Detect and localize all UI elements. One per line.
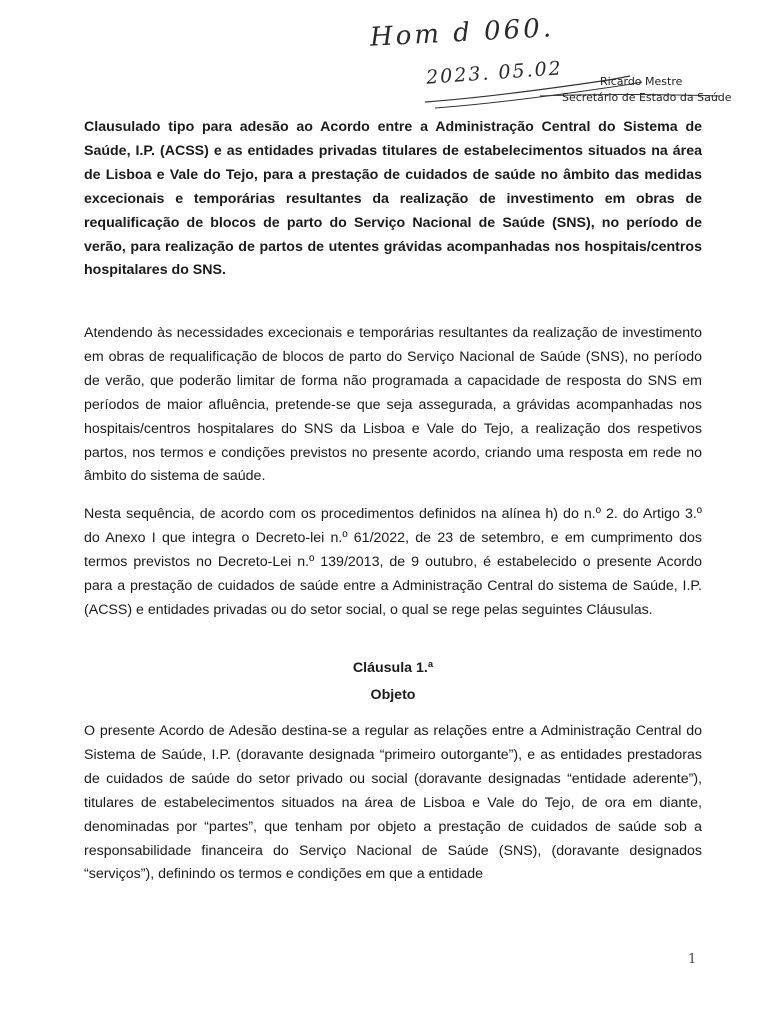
document-title: Clausulado tipo para adesão ao Acordo entre a Administração Central do Sistema de Saúde, I.P. (ACSS) e as entidades privadas titulares de estabelecimentos situados na área de Lisboa e Vale do Tejo, para a prestação de cuidados de saúde no âmbito das medidas excecionais e temporárias resultantes da realização de investimento em obras de requalificação de blocos de parto do Serviço Nacional de Saúde (SNS), no período de verão, para realização de partos de utentes grávidas acompanhadas nos hospitais/centros hospitalares do SNS. bbox=[84, 119, 702, 279]
signatory-name: Ricardo Mestre bbox=[600, 75, 683, 88]
handwritten-reference: Hom d 060. bbox=[369, 13, 555, 53]
clause-number: Cláusula 1.ª bbox=[352, 660, 434, 676]
intro-paragraph: Atendendo às necessidades excecionais e temporárias resultantes da realização de investimento em obras de requalificação de blocos de parto do Serviço Nacional de Saúde (SNS), no período de verão, que poderão limitar de forma não programada a capacidade de resposta do SNS em períodos de maior afluência, pretende-se que seja assegurada, a grávidas acompanhadas nos hospitais/centros hospitalares do SNS da Lisboa e Vale do Tejo, a realização dos respetivos partos, nos termos e condições previstos no presente acordo, criando uma resposta em rede no âmbito do sistema de saúde. bbox=[84, 325, 702, 485]
object-paragraph: O presente Acordo de Adesão destina-se a regular as relações entre a Administração Central do Sistema de Saúde, I.P. (doravante designada “primeiro outorgante”), e as entidades prestadoras de cuidados de saúde do setor privado ou social (doravante designadas “entidade aderente”), titulares de estabelecimentos situados na área de Lisboa e Vale do Tejo, de ora em diante, denominadas por “partes”, que tenham por objeto a prestação de cuidados de saúde sob a responsabilidade financeira do Serviço Nacional de Saúde (SNS), (doravante designados “serviços”), definindo os termos e condições em que a entidade bbox=[84, 723, 702, 883]
signature-strokes bbox=[420, 60, 740, 120]
signatory-title: Secretário de Estado da Saúde bbox=[562, 91, 732, 104]
page-number: 1 bbox=[688, 952, 697, 967]
legal-basis-paragraph: Nesta sequência, de acordo com os procedimentos definidos na alínea h) do n.º 2. do Artigo 3.º do Anexo I que integra o Decreto-lei n.º 61/2022, de 23 de setembro, e em cumprimento dos termos previstos no Decreto-Lei n.º 139/2013, de 9 outubro, é estabelecido o presente Acordo para a prestação de cuidados de saúde entre a Administração Central do sistema de Saúde, I.P. (ACSS) e entidades privadas ou do setor social, o qual se rege pelas seguintes Cláusulas. bbox=[84, 506, 702, 618]
clause-heading: Objeto bbox=[370, 687, 416, 703]
handwritten-date: 2023. 05.02 bbox=[425, 57, 564, 89]
